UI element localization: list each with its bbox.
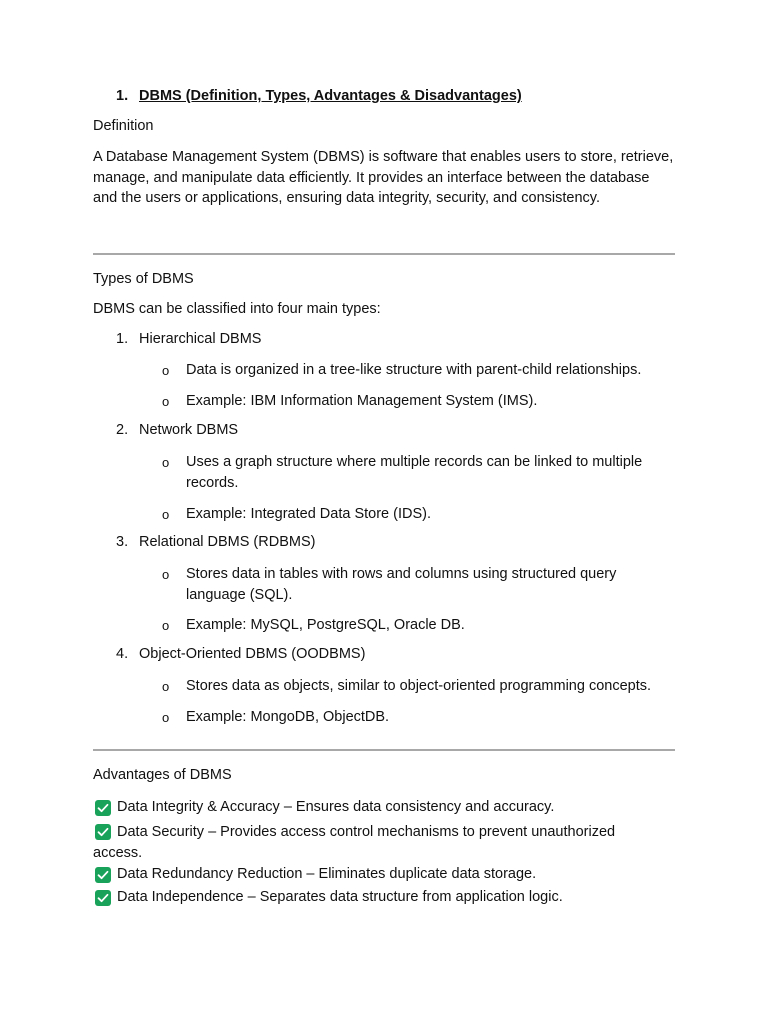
types-intro: DBMS can be classified into four main types:	[93, 301, 381, 317]
check-mark-icon	[95, 800, 111, 816]
check-mark-icon	[95, 867, 111, 883]
bullet-icon: o	[162, 567, 170, 582]
advantage-item: Data Redundancy Reduction – Eliminates duplicate data storage.	[117, 866, 537, 882]
type-bullet: Data is organized in a tree-like structure with parent-child relationships.	[186, 362, 642, 378]
type-bullet: Example: IBM Information Management System (IMS).	[186, 393, 538, 409]
type-number: 2.	[116, 422, 129, 438]
advantage-item: Data Independence – Separates data structure from application logic.	[117, 889, 563, 905]
type-bullet: Stores data as objects, similar to object-oriented programming concepts.	[186, 678, 652, 694]
bullet-icon: o	[162, 710, 170, 725]
bullet-icon: o	[162, 455, 170, 470]
type-name: Network DBMS	[139, 422, 239, 438]
type-bullet: Example: MySQL, PostgreSQL, Oracle DB.	[186, 617, 465, 633]
type-name: Hierarchical DBMS	[139, 331, 262, 347]
heading-title: DBMS (Definition, Types, Advantages & Disadvantages)	[139, 88, 522, 104]
advantage-item: Data Security – Provides access control mechanisms to prevent unauthorized access.	[93, 824, 616, 861]
type-name: Object-Oriented DBMS (OODBMS)	[139, 646, 366, 662]
divider	[93, 749, 675, 751]
bullet-icon: o	[162, 618, 170, 633]
heading-number: 1.	[116, 88, 129, 104]
type-number: 3.	[116, 534, 129, 550]
type-bullet: Uses a graph structure where multiple records can be linked to multiple records.	[186, 454, 643, 491]
definition-text: A Database Management System (DBMS) is software that enables users to store, retrieve, manage, and manipulate data efficiently. It provides an interface between the database and the users or applications, ensuring data integrity, security, and consistency.	[93, 149, 674, 207]
bullet-icon: o	[162, 507, 170, 522]
bullet-icon: o	[162, 679, 170, 694]
type-name: Relational DBMS (RDBMS)	[139, 534, 316, 550]
definition-label: Definition	[93, 118, 154, 134]
check-mark-icon	[95, 890, 111, 906]
type-number: 4.	[116, 646, 129, 662]
bullet-icon: o	[162, 394, 170, 409]
type-bullet: Stores data in tables with rows and columns using structured query language (SQL).	[186, 566, 617, 603]
types-label: Types of DBMS	[93, 271, 194, 287]
advantages-label: Advantages of DBMS	[93, 767, 232, 783]
type-bullet: Example: MongoDB, ObjectDB.	[186, 709, 390, 725]
divider	[93, 253, 675, 255]
type-number: 1.	[116, 331, 129, 347]
advantage-item: Data Integrity & Accuracy – Ensures data consistency and accuracy.	[117, 799, 555, 815]
type-bullet: Example: Integrated Data Store (IDS).	[186, 506, 431, 522]
bullet-icon: o	[162, 363, 170, 378]
